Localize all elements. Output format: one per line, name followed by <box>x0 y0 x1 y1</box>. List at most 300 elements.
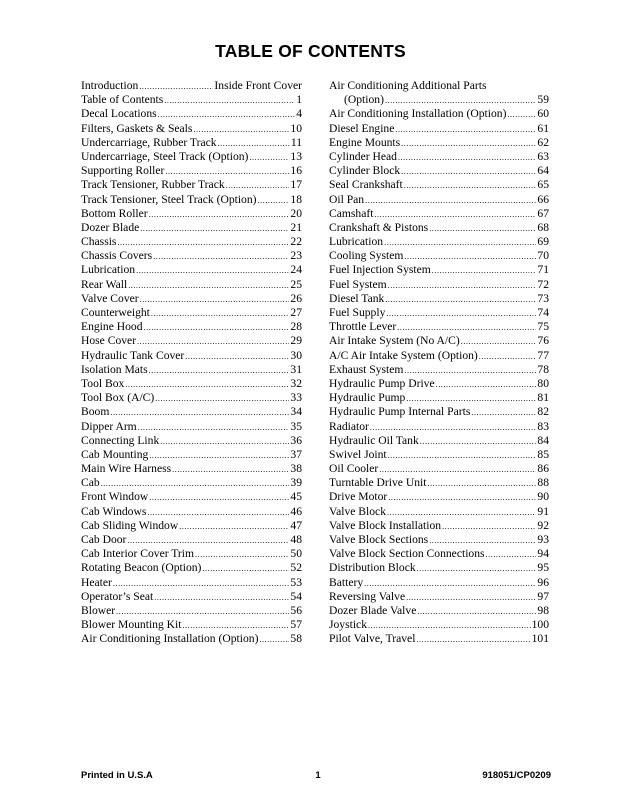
toc-entry[interactable] <box>329 434 549 448</box>
toc-leader-dots <box>397 321 536 335</box>
toc-entry-title: Dipper Arm <box>81 419 137 433</box>
toc-entry-page: 65 <box>537 178 549 192</box>
toc-entry-title: Main Wire Harness <box>81 462 172 476</box>
toc-entry[interactable] <box>329 93 549 107</box>
toc-entry[interactable] <box>329 533 549 547</box>
toc-entry[interactable] <box>329 448 549 462</box>
toc-entry[interactable] <box>329 476 549 490</box>
toc-entry-title: Fuel Supply <box>329 306 386 319</box>
toc-entry-page: 36 <box>290 433 302 447</box>
toc-entry[interactable] <box>81 150 302 164</box>
toc-entry[interactable] <box>329 235 549 249</box>
toc-entry-page: 4 <box>296 107 302 121</box>
toc-leader-dots <box>202 562 289 576</box>
toc-entry[interactable] <box>329 221 549 235</box>
toc-leader-dots <box>153 250 289 264</box>
toc-entry-page: 74 <box>537 306 549 319</box>
toc-entry[interactable] <box>329 334 549 348</box>
toc-leader-dots <box>125 378 289 392</box>
toc-entry-title: Track Tensioner, Rubber Track <box>81 178 225 192</box>
toc-entry[interactable] <box>81 448 302 462</box>
toc-entry-title: Swivel Joint <box>329 447 387 461</box>
toc-entry-title: Dozer Blade <box>81 220 140 234</box>
toc-entry[interactable] <box>81 505 302 519</box>
toc-leader-dots <box>471 406 536 420</box>
toc-leader-dots <box>149 208 290 222</box>
toc-leader-dots <box>507 108 536 122</box>
toc-entry-title: Operator’s Seat <box>81 589 154 603</box>
toc-entry-page: 67 <box>537 206 549 220</box>
toc-entry-title: Lubrication <box>81 263 136 277</box>
toc-leader-dots <box>193 123 289 137</box>
toc-entry[interactable] <box>329 405 549 419</box>
toc-entry-title: Drive Motor <box>329 490 388 504</box>
toc-entry-page: 71 <box>537 263 549 277</box>
toc-entry-title: A/C Air Intake System (Option) <box>329 348 478 362</box>
toc-entry-page: 97 <box>537 589 549 603</box>
toc-entry-page: 33 <box>290 391 302 405</box>
toc-entry-title: Air Conditioning Installation (Option) <box>81 632 259 646</box>
toc-entry-page: 78 <box>537 362 549 376</box>
toc-entry-page: 66 <box>537 192 549 206</box>
toc-entry-title: Hydraulic Pump Internal Parts <box>329 405 471 419</box>
toc-entry-page: 73 <box>537 291 549 305</box>
toc-entry-page: 69 <box>537 235 549 249</box>
toc-leader-dots <box>164 94 295 108</box>
toc-entry-page: 93 <box>537 533 549 546</box>
toc-leader-dots <box>364 577 536 591</box>
toc-entry-title: Rotating Beacon (Option) <box>81 561 202 575</box>
toc-entry-page: 25 <box>290 277 302 291</box>
toc-leader-dots <box>140 222 289 236</box>
toc-entry[interactable] <box>81 590 302 604</box>
toc-leader-dots <box>401 137 536 151</box>
toc-entry-page: 53 <box>290 575 302 589</box>
toc-entry-title: Track Tensioner, Steel Track (Option) <box>81 192 257 206</box>
toc-leader-dots <box>259 633 289 647</box>
toc-entry-page: 70 <box>537 249 549 263</box>
toc-entry-page: 29 <box>290 334 302 348</box>
toc-entry[interactable] <box>329 136 549 150</box>
toc-entry-title: Chassis Covers <box>81 249 153 263</box>
toc-entry[interactable] <box>329 547 549 561</box>
page-title: TABLE OF CONTENTS <box>215 41 406 61</box>
toc-leader-dots <box>486 548 537 562</box>
toc-entry-page: 94 <box>537 547 549 561</box>
toc-entry-title: Chassis <box>81 235 117 249</box>
toc-entry[interactable] <box>329 561 549 575</box>
toc-entry-page: 31 <box>290 362 302 376</box>
toc-leader-dots <box>384 236 536 250</box>
toc-entry-page: 100 <box>531 618 549 632</box>
toc-entry-title: Bottom Roller <box>81 206 148 220</box>
toc-entry-title: Cab <box>81 476 100 490</box>
toc-entry-title: Valve Block Installation <box>329 518 442 532</box>
toc-entry[interactable] <box>329 420 549 434</box>
toc-entry-page: 92 <box>537 518 549 532</box>
toc-entry-title: Blower <box>81 603 116 617</box>
toc-entry-title: Air Intake System (No A/C) <box>329 334 460 348</box>
toc-entry-page: 17 <box>290 178 302 192</box>
footer-document-code: 918051/CP0209 <box>482 770 551 781</box>
toc-entry-page: 52 <box>290 561 302 575</box>
toc-entry[interactable] <box>81 434 302 448</box>
toc-leader-dots <box>218 137 290 151</box>
toc-entry-page: 59 <box>537 93 549 107</box>
toc-entry-title: Engine Hood <box>81 320 143 334</box>
toc-entry-title: Decal Locations <box>81 107 157 121</box>
toc-leader-dots <box>101 477 290 491</box>
toc-entry[interactable] <box>329 150 549 164</box>
toc-entry[interactable] <box>329 363 549 377</box>
toc-entry[interactable] <box>81 107 302 121</box>
toc-entry[interactable] <box>81 547 302 561</box>
toc-leader-dots <box>144 321 290 335</box>
toc-entry-page: 26 <box>290 291 302 305</box>
toc-entry-page: 10 <box>290 121 302 135</box>
toc-leader-dots <box>416 633 530 647</box>
toc-entry-page: 68 <box>537 220 549 234</box>
toc-entry[interactable] <box>329 193 549 207</box>
toc-entry-title: Crankshaft & Pistons <box>329 220 429 234</box>
toc-entry-title: Table of Contents <box>81 93 164 107</box>
toc-entry[interactable] <box>81 462 302 476</box>
toc-entry-title: Radiator <box>329 419 369 433</box>
toc-entry[interactable] <box>81 632 302 646</box>
toc-entry-page: 45 <box>290 490 302 504</box>
toc-leader-dots <box>388 279 537 293</box>
toc-entry[interactable] <box>81 235 302 249</box>
toc-entry-page: 101 <box>531 632 549 646</box>
toc-entry-page: 90 <box>537 490 549 504</box>
toc-entry-title: Cooling System <box>329 249 404 263</box>
toc-entry[interactable] <box>81 604 302 618</box>
toc-entry-title: Exhaust System <box>329 362 404 376</box>
toc-entry[interactable] <box>81 561 302 575</box>
toc-entry[interactable] <box>329 519 549 533</box>
toc-entry-title: Tool Box (A/C) <box>81 391 155 405</box>
toc-entry[interactable] <box>81 377 302 391</box>
toc-leader-dots <box>258 194 290 208</box>
toc-entry-page: 61 <box>537 121 549 135</box>
toc-entry-title: Air Conditioning Installation (Option) <box>329 107 507 121</box>
toc-entry[interactable] <box>81 391 302 405</box>
toc-entry-page: 22 <box>290 235 302 249</box>
toc-entry-page: 1 <box>296 93 302 107</box>
toc-entry[interactable] <box>329 604 549 618</box>
toc-entry[interactable] <box>81 519 302 533</box>
toc-entry-page: 62 <box>537 135 549 149</box>
toc-leader-dots <box>137 335 289 349</box>
toc-entry-page: 85 <box>537 447 549 461</box>
toc-entry[interactable] <box>329 292 549 306</box>
footer-page-number: 1 <box>315 770 321 781</box>
toc-leader-dots <box>165 165 289 179</box>
toc-entry[interactable] <box>81 122 302 136</box>
toc-entry-title: Cab Interior Cover Trim <box>81 547 195 561</box>
toc-leader-dots <box>110 406 289 420</box>
toc-entry-title: Valve Block Section Connections <box>329 547 485 561</box>
toc-left-column <box>81 79 302 647</box>
toc-leader-dots <box>417 562 537 576</box>
toc-entry-title: Dozer Blade Valve <box>329 603 417 617</box>
toc-entry[interactable] <box>81 420 302 434</box>
toc-entry[interactable] <box>81 292 302 306</box>
toc-entry[interactable] <box>81 207 302 221</box>
toc-leader-dots <box>479 350 537 364</box>
toc-entry-page: 38 <box>290 462 302 476</box>
toc-entry-page: 64 <box>537 164 549 178</box>
toc-entry-page: 95 <box>537 561 549 575</box>
toc-leader-dots <box>149 491 289 505</box>
toc-leader-dots <box>149 449 289 463</box>
toc-entry[interactable] <box>81 349 302 363</box>
toc-entry[interactable] <box>81 178 302 192</box>
toc-leader-dots <box>182 619 289 633</box>
toc-entry-title: Heater <box>81 575 112 589</box>
toc-leader-dots <box>368 619 531 633</box>
toc-leader-dots <box>226 179 290 193</box>
toc-entry-page: 21 <box>290 220 302 234</box>
toc-entry-title: Throttle Lever <box>329 320 397 334</box>
toc-entry-title: Connecting Link <box>81 433 160 447</box>
toc-entry-page: 54 <box>290 589 302 603</box>
toc-leader-dots <box>113 577 290 591</box>
toc-entry[interactable] <box>81 79 302 93</box>
toc-entry-page: 72 <box>537 277 549 291</box>
toc-entry[interactable] <box>329 349 549 363</box>
toc-entry[interactable] <box>329 207 549 221</box>
toc-leader-dots <box>404 250 536 264</box>
toc-entry-page: 37 <box>290 447 302 461</box>
toc-entry-title: Seal Crankshaft <box>329 178 403 192</box>
toc-entry[interactable] <box>81 618 302 632</box>
toc-entry-page: 76 <box>537 334 549 348</box>
toc-entry[interactable] <box>329 249 549 263</box>
toc-leader-dots <box>195 548 289 562</box>
toc-leader-dots <box>420 435 537 449</box>
toc-leader-dots <box>116 605 289 619</box>
toc-entry[interactable] <box>329 377 549 391</box>
toc-leader-dots <box>249 151 289 165</box>
toc-entry[interactable] <box>81 306 302 320</box>
toc-entry-title: Fuel System <box>329 277 387 291</box>
toc-leader-dots <box>127 534 289 548</box>
toc-entry[interactable] <box>329 320 549 334</box>
toc-entry-title: Lubrication <box>329 235 384 249</box>
toc-entry[interactable] <box>329 278 549 292</box>
toc-entry[interactable] <box>329 505 549 519</box>
toc-entry-title: Engine Mounts <box>329 135 401 149</box>
toc-entry[interactable] <box>81 263 302 277</box>
toc-entry-title: Reversing Valve <box>329 589 406 603</box>
toc-entry-page: 86 <box>537 462 549 476</box>
toc-entry-title: Turntable Drive Unit <box>329 476 427 490</box>
toc-entry-title: Cab Door <box>81 533 127 546</box>
toc-leader-dots <box>429 222 536 236</box>
toc-entry-title: Pilot Valve, Travel <box>329 632 416 646</box>
toc-leader-dots <box>385 94 536 108</box>
toc-entry-page: 60 <box>537 107 549 121</box>
toc-leader-dots <box>379 463 536 477</box>
toc-entry[interactable] <box>81 249 302 263</box>
toc-entry[interactable] <box>81 363 302 377</box>
toc-entry-page: 82 <box>537 405 549 419</box>
toc-entry[interactable] <box>81 136 302 150</box>
toc-leader-dots <box>185 350 289 364</box>
toc-leader-dots <box>128 279 289 293</box>
toc-entry[interactable] <box>81 533 302 547</box>
toc-entry[interactable] <box>329 490 549 504</box>
toc-entry-title: Air Conditioning Additional Parts <box>329 79 487 92</box>
toc-entry-title: Oil Cooler <box>329 462 379 476</box>
toc-entry[interactable] <box>329 632 549 646</box>
toc-entry[interactable] <box>81 320 302 334</box>
toc-entry-title: Hydraulic Tank Cover <box>81 348 185 362</box>
toc-leader-dots <box>151 307 290 321</box>
toc-entry-title: Valve Block Sections <box>329 533 429 546</box>
toc-entry-title: Cab Mounting <box>81 447 149 461</box>
toc-entry-page: 47 <box>290 518 302 532</box>
toc-entry[interactable] <box>329 122 549 136</box>
toc-entry-page: 81 <box>537 391 549 405</box>
toc-leader-dots <box>395 123 536 137</box>
toc-leader-dots <box>374 208 536 222</box>
toc-entry[interactable] <box>329 263 549 277</box>
toc-entry-title: Distribution Block <box>329 561 416 575</box>
toc-entry[interactable] <box>329 576 549 590</box>
toc-entry-title: Cab Windows <box>81 504 147 518</box>
toc-entry-page: 23 <box>290 249 302 263</box>
toc-entry[interactable] <box>81 476 302 490</box>
toc-entry[interactable] <box>329 306 549 320</box>
toc-entry-title: Fuel Injection System <box>329 263 431 277</box>
toc-entry[interactable] <box>81 164 302 178</box>
toc-entry[interactable] <box>81 490 302 504</box>
toc-leader-dots <box>404 179 537 193</box>
toc-leader-dots <box>139 80 213 94</box>
toc-entry-page: 58 <box>290 632 302 646</box>
toc-leader-dots <box>149 364 290 378</box>
toc-leader-dots <box>147 506 289 520</box>
toc-entry-title: Rear Wall <box>81 277 128 291</box>
toc-entry-title: Tool Box <box>81 376 125 390</box>
toc-leader-dots <box>429 534 536 548</box>
toc-leader-dots <box>406 392 536 406</box>
toc-entry-title: Camshaft <box>329 206 374 220</box>
toc-leader-dots <box>461 335 537 349</box>
toc-leader-dots <box>370 421 536 435</box>
toc-entry-title: Isolation Mats <box>81 362 148 376</box>
toc-leader-dots <box>117 236 289 250</box>
toc-entry-page: 56 <box>290 603 302 617</box>
toc-entry-page: 46 <box>290 504 302 518</box>
toc-entry-page: 84 <box>537 433 549 447</box>
toc-entry[interactable] <box>329 107 549 121</box>
toc-leader-dots <box>158 108 296 122</box>
toc-entry-page: 18 <box>290 192 302 206</box>
toc-entry-title: Filters, Gaskets & Seals <box>81 121 193 135</box>
toc-entry-title: Cab Sliding Window <box>81 518 179 532</box>
toc-entry[interactable] <box>329 590 549 604</box>
toc-entry-title: Cylinder Head <box>329 149 397 163</box>
toc-entry[interactable] <box>81 334 302 348</box>
footer-printed-in: Printed in U.S.A <box>81 770 153 781</box>
toc-entry-title: Boom <box>81 405 110 419</box>
toc-entry-title: Hydraulic Pump <box>329 391 406 405</box>
toc-entry-title: Oil Pan <box>329 192 365 206</box>
toc-leader-dots <box>398 151 536 165</box>
toc-leader-dots <box>140 293 290 307</box>
toc-entry-page: 35 <box>290 419 302 433</box>
toc-leader-dots <box>406 591 536 605</box>
toc-entry-title: Blower Mounting Kit <box>81 618 182 632</box>
toc-entry-page: 50 <box>290 547 302 561</box>
toc-entry[interactable] <box>81 576 302 590</box>
toc-entry[interactable] <box>329 178 549 192</box>
toc-entry[interactable] <box>329 79 549 93</box>
toc-entry-title: Front Window <box>81 490 149 504</box>
toc-entry-title: (Option) <box>344 93 384 107</box>
toc-entry-title: Supporting Roller <box>81 164 165 178</box>
toc-entry[interactable] <box>329 164 549 178</box>
toc-entry-page: 13 <box>290 149 302 163</box>
toc-leader-dots <box>388 449 537 463</box>
toc-entry-page: 48 <box>290 533 302 546</box>
toc-entry-title: Diesel Engine <box>329 121 395 135</box>
toc-leader-dots <box>385 293 536 307</box>
toc-leader-dots <box>160 435 289 449</box>
toc-entry-title: Hose Cover <box>81 334 137 348</box>
toc-entry-page: 88 <box>537 476 549 490</box>
toc-entry-page: 96 <box>537 575 549 589</box>
toc-leader-dots <box>427 477 536 491</box>
toc-leader-dots <box>432 264 537 278</box>
toc-entry-page: 34 <box>290 405 302 419</box>
toc-entry-page: 63 <box>537 149 549 163</box>
toc-entry-title: Battery <box>329 575 364 589</box>
toc-entry-page: 32 <box>290 376 302 390</box>
toc-entry[interactable] <box>329 618 549 632</box>
toc-entry[interactable] <box>81 221 302 235</box>
toc-entry-title: Hydraulic Oil Tank <box>329 433 419 447</box>
toc-entry[interactable] <box>329 462 549 476</box>
toc-entry-page: 83 <box>537 419 549 433</box>
toc-leader-dots <box>172 463 289 477</box>
toc-entry-page: 98 <box>537 603 549 617</box>
toc-entry-page: 80 <box>537 376 549 390</box>
toc-entry-page: 91 <box>537 504 549 518</box>
toc-leader-dots <box>365 194 536 208</box>
toc-entry-page: 75 <box>537 320 549 334</box>
toc-leader-dots <box>154 591 289 605</box>
toc-entry[interactable] <box>81 278 302 292</box>
toc-leader-dots <box>401 165 536 179</box>
toc-entry-title: Undercarriage, Rubber Track <box>81 135 217 149</box>
toc-entry[interactable] <box>329 391 549 405</box>
toc-leader-dots <box>136 264 289 278</box>
toc-leader-dots <box>388 491 536 505</box>
toc-entry-page: Inside Front Cover <box>214 79 302 92</box>
toc-entry-page: 77 <box>537 348 549 362</box>
toc-entry-page: 39 <box>290 476 302 490</box>
toc-entry[interactable] <box>81 405 302 419</box>
toc-entry-title: Undercarriage, Steel Track (Option) <box>81 149 249 163</box>
toc-entry-title: Introduction <box>81 79 139 92</box>
toc-entry-title: Valve Block <box>329 504 386 518</box>
toc-entry[interactable] <box>81 93 302 107</box>
toc-entry[interactable] <box>81 193 302 207</box>
